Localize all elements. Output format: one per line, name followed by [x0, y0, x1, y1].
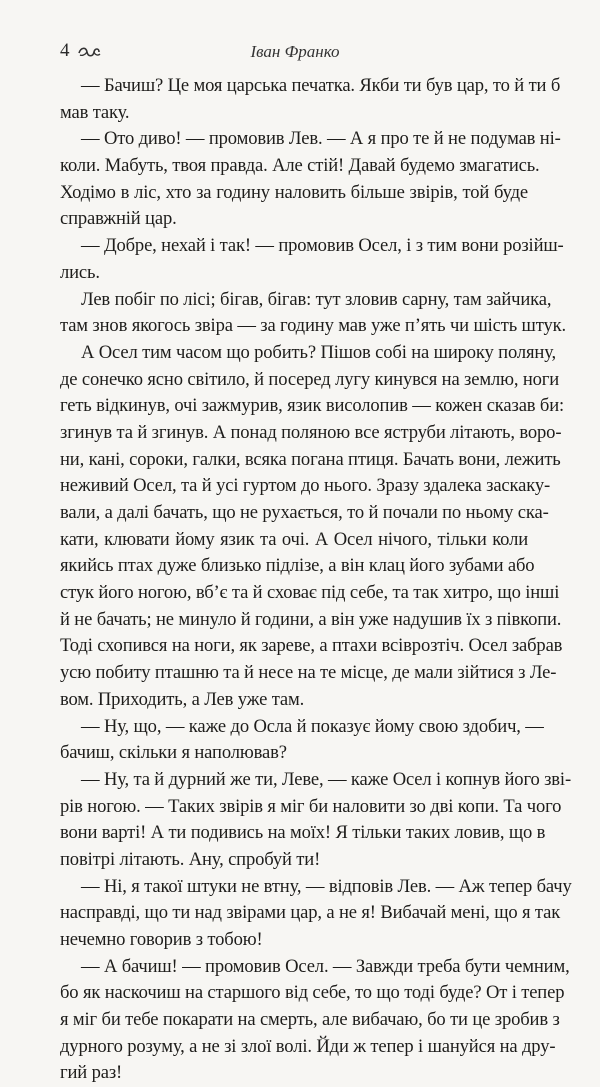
text-line: — А бачиш! — промовив Осел. — Завжди треба бути чемним, [81, 955, 570, 977]
text-line: вони варті! А ти подивись на моїх! Я тільки таких ловив, що в [60, 822, 546, 844]
text-line: якийсь птах дуже близько підлізе, а він клац його зубами або [60, 555, 535, 577]
text-line: дурного розуму, а не зі злої волі. Йди ж тепер і шануйся на дру- [60, 1035, 556, 1057]
text-line: усю побиту пташню та й несе на те місце, де мали зійтися з Ле- [60, 662, 557, 684]
text-line: — Ну, що, — каже до Осла й показує йому свою здобич, — [81, 715, 544, 737]
text-line: А Осел тим часом що робить? Пішов собі на широку поляну, [81, 341, 557, 363]
text-line: нечемно говорив з тобою! [60, 929, 263, 950]
text-line: неживий Осел, та й усі гуртом до нього. Зразу здалека заскаку- [60, 475, 551, 497]
text-line: вали, а далі бачать, що не рухається, то й почали по ньому ска- [60, 502, 549, 523]
text-line: справжній цар. [60, 208, 177, 230]
body-text [60, 73, 572, 1087]
text-line: я міг би тебе покарати на смерть, але вибачаю, бо ти це зробив з [60, 1009, 560, 1031]
text-line: згинув та й згинув. А понад поляною все яструби літають, воро- [60, 421, 562, 443]
text-line: Лев побіг по лісі; бігав, бігав: тут зловив сарну, там зайчика, [81, 288, 552, 310]
text-line: — Бачиш? Це моя царська печатка. Якби ти був цар, то й ти б [81, 75, 561, 96]
text-line: там знов якогось звіра — за годину мав уже п’ять чи шість штук. [60, 315, 566, 337]
page-header [60, 40, 530, 68]
text-line: насправді, що ти над звірами цар, а не я! Вибачай мені, що я так [60, 902, 561, 924]
text-line: кати, клювати йому язик та очі. А Осел нічого, тільки коли [60, 528, 528, 550]
text-line: Ходімо в ліс, хто за годину наловить більше звірів, той буде [60, 181, 528, 203]
text-line: рів ногою. — Таких звірів я міг би наловити зо дві копи. Та чого [60, 795, 562, 817]
text-line: стук його ногою, вб’є та й сховає під себе, та так хитро, що інші [60, 582, 560, 604]
text-line: повітрі літають. Ану, спробуй ти! [60, 848, 321, 870]
text-line: — Добре, нехай і так! — промовив Осел, і з тим вони розійш- [81, 235, 564, 257]
text-line: коли. Мабуть, твоя правда. Але стій! Давай будемо змагатись. [60, 155, 540, 177]
text-line: — Ні, я такої штуки не втну, — відповів Лев. — Аж тепер бачу [81, 875, 572, 897]
text-line: мав таку. [60, 101, 130, 123]
text-line: Тоді схопився на ноги, як зареве, а птахи всіврозтіч. Осел забрав [60, 635, 563, 657]
text-line: бачиш, скільки я наполював? [60, 742, 287, 764]
text-line: геть відкинув, очі зажмурив, язик висолопив — кожен сказав би: [60, 395, 565, 417]
text-line: лись. [60, 261, 100, 283]
text-line: гий раз! [60, 1062, 123, 1084]
text-line: й не бачать; не минуло й години, а він уже надушив їх з півкопи. [60, 608, 562, 630]
text-line: вом. Приходить, а Лев уже там. [60, 688, 305, 710]
text-line: де сонечко ясно світило, й посеред лугу кинувся на землю, ноги [60, 368, 560, 390]
text-line: — Ну, та й дурний же ти, Леве, — каже Осел і копнув його зві- [81, 768, 571, 790]
text-line: бо як наскочиш на старшого від себе, то що тоді буде? От і тепер [60, 982, 565, 1004]
text-line: — Ото диво! — промовив Лев. — А я про те й не подумав ні- [81, 128, 561, 150]
page-number: 4 [60, 40, 70, 61]
text-line: ни, кані, сороки, галки, всяка погана птиця. Бачать вони, лежить [60, 448, 561, 470]
running-title: Іван Франко [250, 42, 340, 61]
